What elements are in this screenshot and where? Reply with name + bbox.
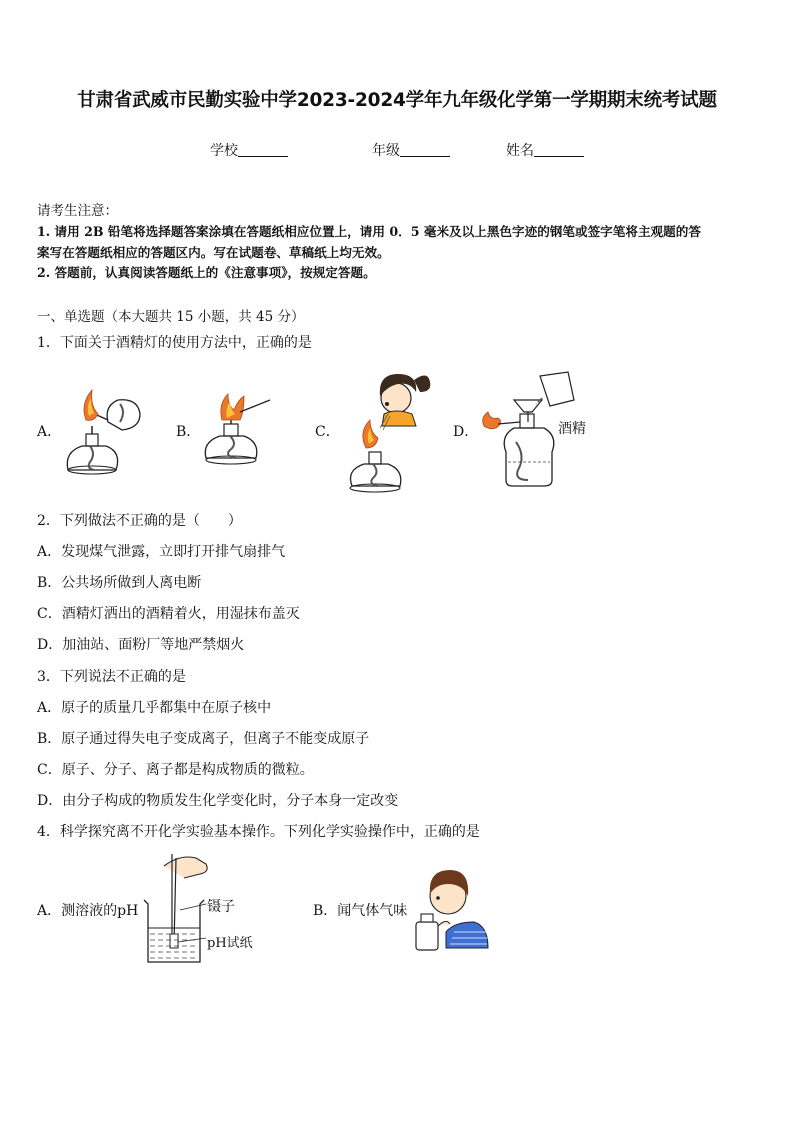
grade-label: 年级 xyxy=(372,143,400,159)
notice-item-1a: 1. 请用 2B 铅笔将选择题答案涂填在答题纸相应位置上，请用 0．5 毫米及以上黑色字迹的钢笔或签字笔将主观题的答 xyxy=(37,224,701,239)
q1-option-b[interactable]: B． xyxy=(176,424,201,440)
notice-item-2: 2. 答题前，认真阅读答题纸上的《注意事项》，按规定答题。 xyxy=(37,265,376,280)
notice-item-1b: 案写在答题纸相应的答题区内。写在试题卷、草稿纸上均无效。 xyxy=(37,245,390,260)
school-label: 学校 xyxy=(210,143,238,159)
school-blank[interactable] xyxy=(238,142,288,157)
q2-option-b[interactable]: B．公共场所做到人离电断 xyxy=(37,575,202,591)
q4-figure-b xyxy=(410,860,490,955)
q4-option-a[interactable]: A．测溶液的pH xyxy=(37,903,139,919)
q2-stem: 2．下列做法不正确的是（ ） xyxy=(37,513,242,529)
q2-option-d[interactable]: D．加油站、面粉厂等地严禁烟火 xyxy=(37,637,245,653)
q1-figure-c xyxy=(340,356,440,496)
q3-option-a[interactable]: A．原子的质量几乎都集中在原子核中 xyxy=(37,700,272,716)
q1-figure-b xyxy=(200,390,275,475)
q2-option-a[interactable]: A．发现煤气泄露，立即打开排气扇排气 xyxy=(37,544,286,560)
name-blank[interactable] xyxy=(534,142,584,157)
q4-option-b[interactable]: B．闻气体气味 xyxy=(313,903,408,919)
tweezers-label: 镊子 xyxy=(207,899,235,915)
grade-field xyxy=(372,140,450,160)
name-field xyxy=(506,140,584,160)
q1-figure-a xyxy=(60,382,150,477)
grade-blank[interactable] xyxy=(400,142,450,157)
section-heading: 一、单选题（本大题共 15 小题，共 45 分） xyxy=(37,309,305,325)
school-field xyxy=(210,140,288,160)
q1-option-c[interactable]: C． xyxy=(315,424,340,440)
alcohol-label: 酒精 xyxy=(558,421,586,437)
q3-stem: 3．下列说法不正确的是 xyxy=(37,669,186,685)
q3-option-b[interactable]: B．原子通过得失电子变成离子，但离子不能变成原子 xyxy=(37,731,370,747)
q1-option-d[interactable]: D． xyxy=(453,424,479,440)
q1-option-a[interactable]: A． xyxy=(37,424,62,440)
q3-option-c[interactable]: C．原子、分子、离子都是构成物质的微粒。 xyxy=(37,762,314,778)
q2-option-c[interactable]: C．酒精灯洒出的酒精着火，用湿抹布盖灭 xyxy=(37,606,300,622)
q3-option-d[interactable]: D．由分子构成的物质发生化学变化时，分子本身一定改变 xyxy=(37,793,399,809)
name-label: 姓名 xyxy=(506,143,534,159)
q1-stem: 1．下面关于酒精灯的使用方法中，正确的是 xyxy=(37,335,312,351)
notice-heading: 请考生注意： xyxy=(37,203,118,219)
ph-paper-label: pH试纸 xyxy=(207,936,253,951)
page-title: 甘肃省武威市民勤实验中学2023-2024学年九年级化学第一学期期末统考试题 xyxy=(77,90,717,111)
q4-stem: 4．科学探究离不开化学实验基本操作。下列化学实验操作中，正确的是 xyxy=(37,824,480,840)
